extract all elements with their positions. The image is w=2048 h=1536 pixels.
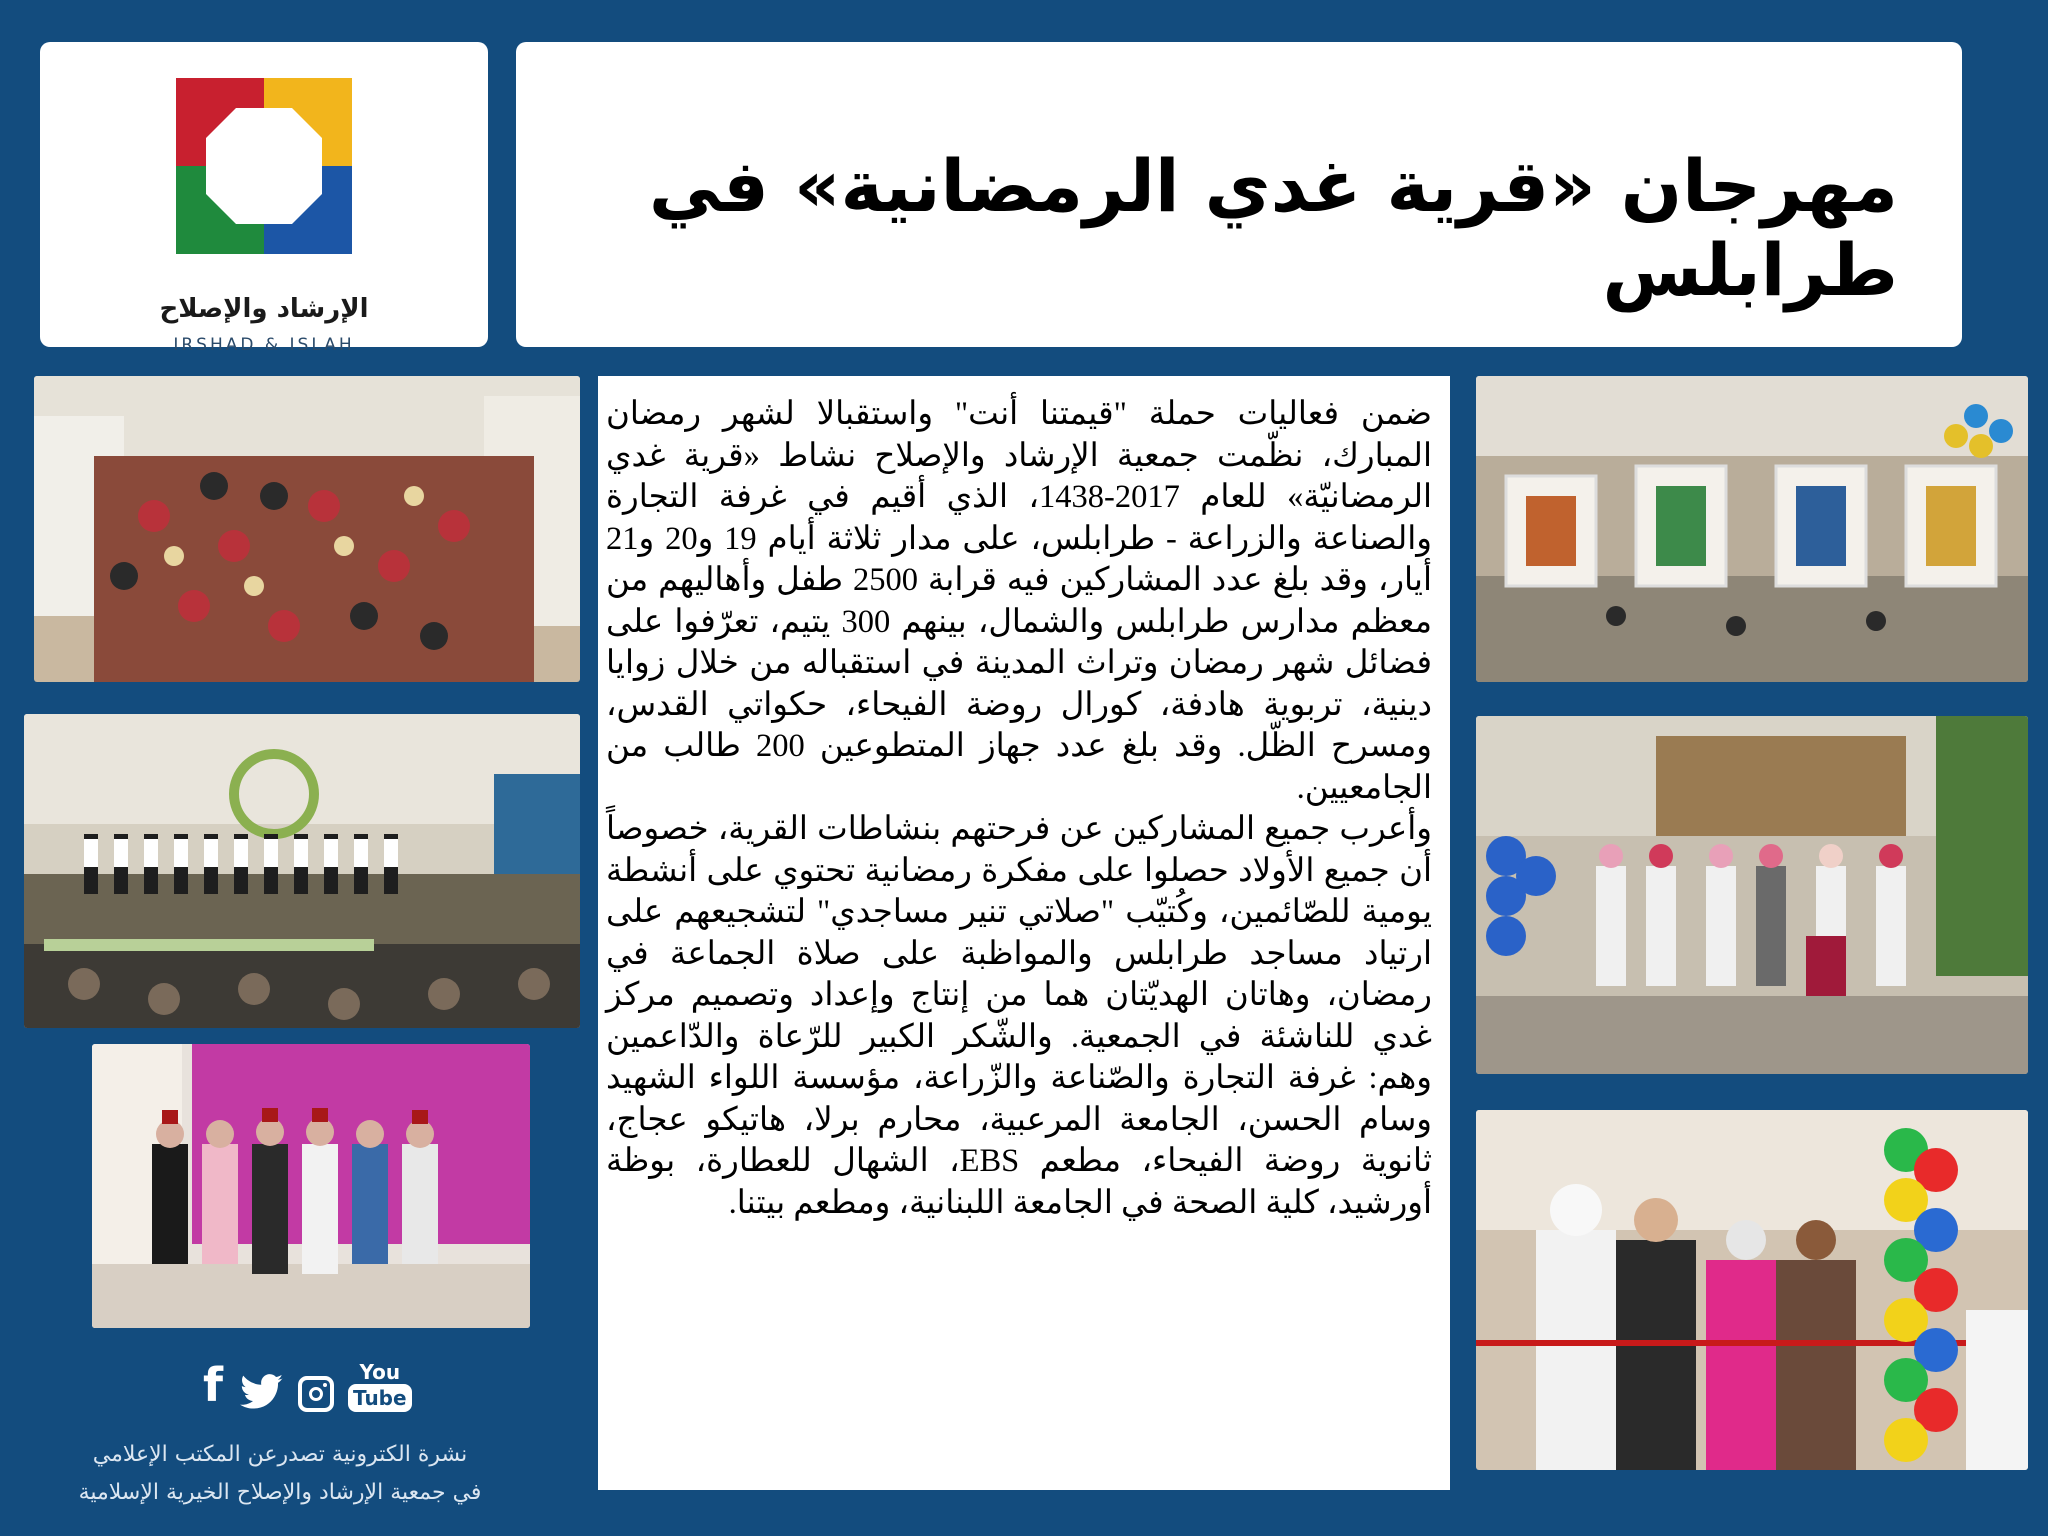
page-title: مهرجان «قرية غدي الرمضانية» في طرابلس <box>648 144 1898 312</box>
article-paragraph: وأعرب جميع المشاركين عن فرحتهم بنشاطات القرية، خصوصاً أن جميع الأولاد حصلوا على مفكرة رمضانية تحتوي على أنشطة يومية للصّائمين، وكُتيّب "صلاتي تنير مساجدي" لتشجيعهم على ارتياد مساجد طرابلس والمواظبة على صلاة الجماعة في رمضان، وهاتان الهديّتان هما من إنتاج وإعداد وتصميم مركز غدي للناشئة في الجمعية. والشّكر الكبير للرّعاة والدّاعمين وهم: غرفة التجارة والصّناعة والزّراعة، مؤسسة اللواء الشهيد وسام الحسن، الجامعة المرعبية، محارم برلا، هاتيكو عجاج، ثانوية روضة الفيحاء، مطعم EBS، الشهال للعطارة، بوظة أورشيد، كلية الصحة في الجامعة اللبنانية، ومطعم بيتنا. <box>606 811 1432 1221</box>
article-paragraph: ضمن فعاليات حملة "قيمتنا أنت" واستقبالا لشهر رمضان المبارك، نظّمت جمعية الإرشاد والإصلاح نشاط «قرية غدي الرمضانيّة» للعام 2017-1438، الذي أقيم في غرفة التجارة والصناعة والزراعة - طرابلس، على مدار ثلاثة أيام 19 و20 و21 أيار، وقد بلغ عدد المشاركين فيه قرابة 2500 طفل وأهاليهم من معظم مدارس طرابلس والشمال، بينهم 300 يتيم، تعرّفوا على فضائل شهر رمضان وتراث المدينة في استقباله من خلال زوايا دينية، تربوية هادفة، كورال روضة الفيحاء، حكواتي القدس، ومسرح الظّل. وقد بلغ عدد جهاز المتطوعين 200 طالب من الجامعيين. <box>606 396 1433 806</box>
footer-line-1: نشرة الكترونية تصدرعن المكتب الإعلامي <box>92 1442 468 1467</box>
logo-panel <box>40 42 488 355</box>
irshad-islah-logo-icon <box>176 78 352 254</box>
instagram-icon[interactable] <box>298 1376 334 1412</box>
logo-arabic-name: الإرشاد والإصلاح <box>159 294 369 324</box>
footer-line-2: في جمعية الإرشاد والإصلاح الخيرية الإسلامية <box>78 1480 482 1505</box>
footer-credit <box>20 1436 540 1512</box>
youtube-tube-text: Tube <box>348 1384 412 1412</box>
social-links <box>200 1342 420 1412</box>
logo-english-name: IRSHAD & ISLAH <box>173 335 355 355</box>
photo-ribbon-cutting <box>1476 1110 2028 1470</box>
article-body <box>606 394 1432 1224</box>
photo-exhibition-hall <box>1476 376 2028 682</box>
photo-volunteers-pink-booth <box>92 1044 530 1328</box>
photo-choir-stage <box>24 714 580 1028</box>
article-box <box>598 376 1450 1490</box>
photo-crowd-children <box>34 376 580 682</box>
youtube-icon[interactable] <box>348 1362 412 1412</box>
twitter-icon[interactable] <box>240 1372 284 1412</box>
title-panel <box>516 42 1962 347</box>
youtube-you-text: You <box>359 1360 401 1384</box>
photo-volunteers-entrance <box>1476 716 2028 1074</box>
facebook-icon[interactable]: f <box>202 1358 223 1412</box>
